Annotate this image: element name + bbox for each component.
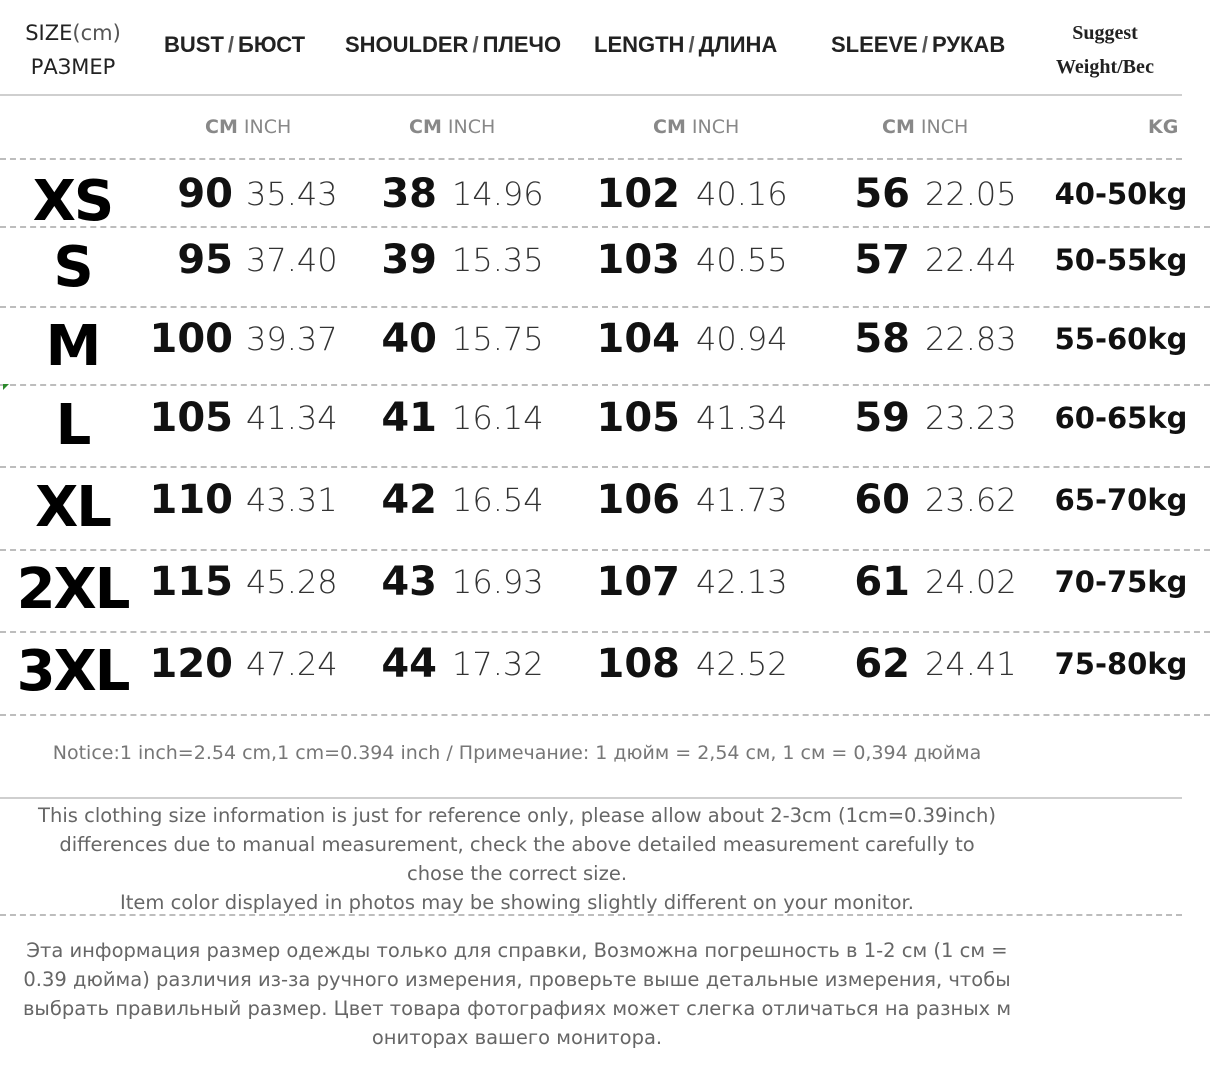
- shoulder-units: [409, 116, 495, 138]
- sleeve-header-en: SLEEVE: [831, 32, 918, 57]
- disclaimer-en-line: differences due to manual measurement, check the above detailed measurement carefully to: [59, 833, 975, 856]
- bust-inch-value: 39.37: [246, 320, 338, 358]
- shoulder-cm-value: 40: [381, 316, 437, 362]
- bust-cm-value: 120: [149, 641, 233, 687]
- length-inch-value: 42.13: [696, 563, 788, 601]
- shoulder-cm-value: 41: [381, 395, 437, 441]
- length-header-sep: /: [688, 32, 695, 57]
- bust-inch-value: 37.40: [246, 241, 338, 279]
- weight-value: 55-60kg: [1054, 322, 1188, 356]
- shoulder-inch-value: 15.35: [452, 241, 544, 279]
- sleeve-inch-value: 22.05: [925, 175, 1017, 213]
- sleeve-cm-value: 62: [854, 641, 910, 687]
- units-divider: [0, 158, 1182, 160]
- sleeve-inch-value: 22.83: [925, 320, 1017, 358]
- size-label: M: [45, 314, 100, 379]
- length-cm-value: 104: [596, 316, 680, 362]
- bust-inch-value: 47.24: [246, 645, 338, 683]
- disclaimer-ru-line: 0.39 дюйма) различия из-за ручного измерения, проверьте выше детальные измерения, чтобы: [23, 968, 1011, 991]
- weight-unit-kg: KG: [1148, 116, 1179, 138]
- weight-value: 60-65kg: [1054, 401, 1188, 435]
- sleeve-cm-value: 60: [854, 477, 910, 523]
- sleeve-inch-value: 22.44: [925, 241, 1017, 279]
- weight-value: 70-75kg: [1054, 565, 1188, 599]
- bust-inch-value: 45.28: [246, 563, 338, 601]
- sleeve-cm-value: 58: [854, 316, 910, 362]
- shoulder-header-ru: ПЛЕЧО: [482, 32, 562, 57]
- bust-inch-value: 41.34: [246, 399, 338, 437]
- shoulder-inch-value: 16.54: [452, 481, 544, 519]
- size-header-ru: РАЗМЕР: [30, 55, 116, 79]
- length-unit-cm: CM: [653, 116, 686, 138]
- sleeve-inch-value: 24.02: [925, 563, 1017, 601]
- disclaimer-en-line: Item color displayed in photos may be showing slightly different on your monitor.: [120, 891, 914, 914]
- sleeve-inch-value: 23.23: [925, 399, 1017, 437]
- size-label: 2XL: [16, 557, 129, 622]
- weight-value: 75-80kg: [1054, 647, 1188, 681]
- header-divider: [0, 94, 1182, 96]
- bust-header-en: BUST: [164, 32, 224, 57]
- shoulder-header-en: SHOULDER: [345, 32, 469, 57]
- shoulder-cm-value: 42: [381, 477, 437, 523]
- disclaimer-en-line: chose the correct size.: [406, 862, 628, 885]
- table-row: [0, 307, 1210, 387]
- size-label: 3XL: [16, 639, 129, 704]
- shoulder-header-sep: /: [472, 32, 479, 57]
- length-header-en: LENGTH: [594, 32, 685, 57]
- table-row: [0, 468, 1210, 548]
- weight-header-line1: Suggest: [1072, 22, 1138, 44]
- length-cm-value: 103: [596, 237, 680, 283]
- disclaimer-en: [0, 801, 1034, 917]
- bust-cm-value: 110: [149, 477, 233, 523]
- row-divider: [0, 714, 1210, 716]
- sleeve-header-sep: /: [921, 32, 928, 57]
- bust-cm-value: 105: [149, 395, 233, 441]
- table-row: [0, 228, 1210, 308]
- shoulder-inch-value: 17.32: [452, 645, 544, 683]
- bust-cm-value: 95: [177, 237, 233, 283]
- sleeve-cm-value: 59: [854, 395, 910, 441]
- bust-cm-value: 100: [149, 316, 233, 362]
- weight-header-line2: Weight/Вес: [1055, 56, 1154, 78]
- shoulder-cm-value: 39: [381, 237, 437, 283]
- weight-value: 50-55kg: [1054, 243, 1188, 277]
- bust-header-ru: БЮСТ: [238, 32, 306, 57]
- bust-cm-value: 115: [149, 559, 233, 605]
- length-inch-value: 42.52: [696, 645, 788, 683]
- weight-value: 65-70kg: [1054, 483, 1188, 517]
- size-header: [18, 16, 128, 84]
- length-unit-inch: INCH: [691, 116, 740, 138]
- disclaimer-ru-line: Эта информация размер одежды только для справки, Возможна погрешность в 1-2 см (1 см =: [26, 939, 1008, 962]
- table-row: [0, 386, 1210, 466]
- sleeve-unit-inch: INCH: [920, 116, 969, 138]
- length-cm-value: 108: [596, 641, 680, 687]
- table-row: [0, 632, 1210, 712]
- length-cm-value: 102: [596, 171, 680, 217]
- sleeve-unit-cm: CM: [882, 116, 915, 138]
- sleeve-cm-value: 57: [854, 237, 910, 283]
- length-cm-value: 107: [596, 559, 680, 605]
- shoulder-inch-value: 14.96: [452, 175, 544, 213]
- length-inch-value: 40.55: [696, 241, 788, 279]
- bust-inch-value: 35.43: [246, 175, 338, 213]
- shoulder-inch-value: 15.75: [452, 320, 544, 358]
- shoulder-unit-inch: INCH: [447, 116, 496, 138]
- length-inch-value: 41.34: [696, 399, 788, 437]
- sleeve-inch-value: 24.41: [925, 645, 1017, 683]
- bust-header-sep: /: [227, 32, 235, 57]
- weight-header: [1040, 16, 1170, 84]
- shoulder-inch-value: 16.93: [452, 563, 544, 601]
- notice-divider: [0, 797, 1182, 799]
- sleeve-units: [882, 116, 968, 138]
- length-header: [594, 32, 777, 58]
- length-cm-value: 105: [596, 395, 680, 441]
- shoulder-cm-value: 38: [381, 171, 437, 217]
- length-inch-value: 40.16: [696, 175, 788, 213]
- bust-unit-inch: INCH: [243, 116, 292, 138]
- size-header-label: SIZE: [25, 21, 73, 45]
- table-row: [0, 550, 1210, 630]
- disclaimer-ru-line: ониторах вашего монитора.: [371, 1026, 663, 1049]
- sleeve-inch-value: 23.62: [925, 481, 1017, 519]
- bust-units: [205, 116, 291, 138]
- corner-mark: [3, 384, 9, 390]
- disclaimer-divider: [0, 914, 1182, 916]
- weight-value: 40-50kg: [1054, 177, 1188, 211]
- disclaimer-ru: [0, 936, 1034, 1052]
- length-inch-value: 41.73: [696, 481, 788, 519]
- length-header-ru: ДЛИНА: [698, 32, 778, 57]
- shoulder-header: [345, 32, 561, 58]
- shoulder-cm-value: 43: [381, 559, 437, 605]
- bust-unit-cm: CM: [205, 116, 238, 138]
- disclaimer-en-line: This clothing size information is just for reference only, please allow about 2-3cm (1cm=0.39inch): [38, 804, 996, 827]
- length-cm-value: 106: [596, 477, 680, 523]
- bust-cm-value: 90: [177, 171, 233, 217]
- shoulder-cm-value: 44: [381, 641, 437, 687]
- bust-header: [164, 32, 305, 58]
- notice-text: Notice:1 inch=2.54 cm,1 cm=0.394 inch / Примечание: 1 дюйм = 2,54 см, 1 см = 0,394 дюйма: [52, 742, 982, 764]
- shoulder-inch-value: 16.14: [452, 399, 544, 437]
- disclaimer-ru-line: выбрать правильный размер. Цвет товара фотографиях может слегка отличаться на разных м: [22, 997, 1012, 1020]
- sleeve-header: [831, 32, 1005, 58]
- sleeve-cm-value: 61: [854, 559, 910, 605]
- size-label: S: [53, 235, 92, 300]
- shoulder-unit-cm: CM: [409, 116, 442, 138]
- length-units: [653, 116, 739, 138]
- size-label: L: [55, 393, 90, 458]
- bust-inch-value: 43.31: [246, 481, 338, 519]
- size-header-unit: (cm): [72, 21, 121, 45]
- length-inch-value: 40.94: [696, 320, 788, 358]
- sleeve-header-ru: РУКАВ: [931, 32, 1006, 57]
- size-label: XS: [32, 169, 113, 234]
- size-label: XL: [35, 475, 110, 540]
- sleeve-cm-value: 56: [854, 171, 910, 217]
